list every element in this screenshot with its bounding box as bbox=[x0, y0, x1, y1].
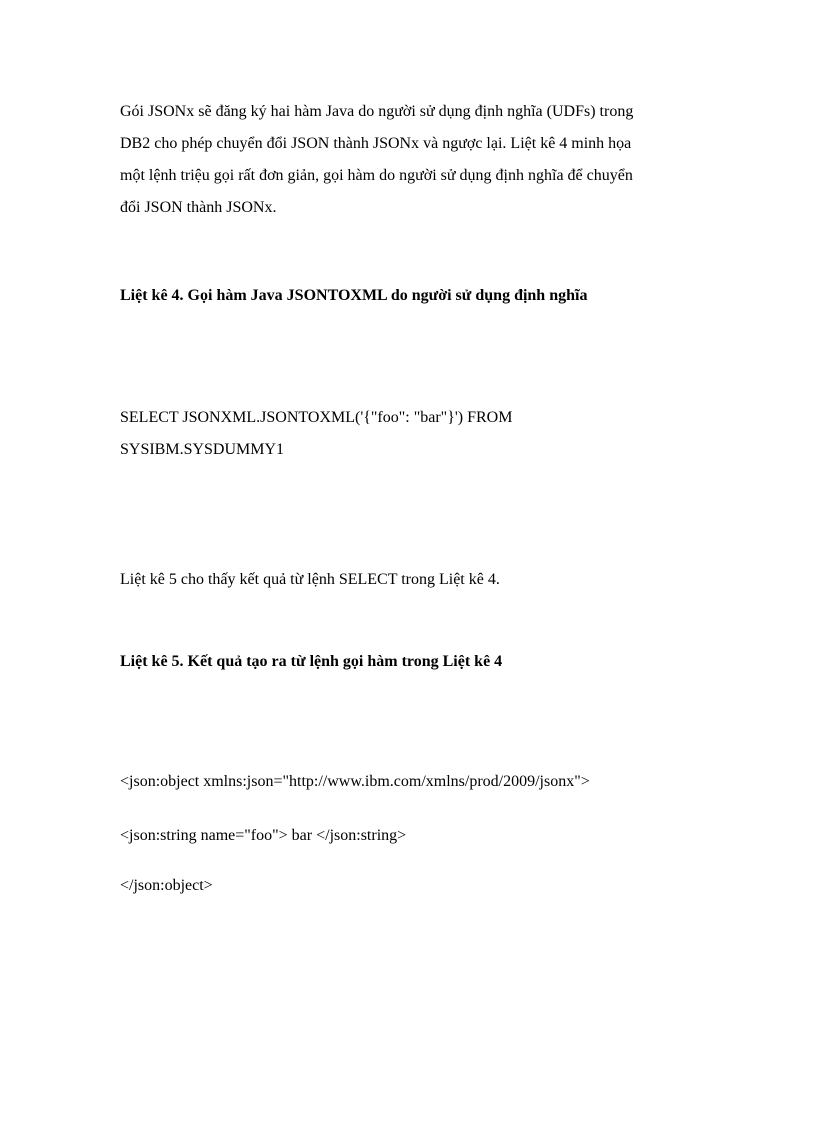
intro-line-4: đổi JSON thành JSONx. bbox=[120, 199, 277, 216]
listing-4-heading: Liệt kê 4. Gọi hàm Java JSONTOXML do người sử dụng định nghĩa bbox=[120, 287, 588, 304]
listing-5-code-line-3: </json:object> bbox=[120, 877, 213, 894]
intro-line-2: DB2 cho phép chuyển đổi JSON thành JSONx và ngược lại. Liệt kê 4 minh họa bbox=[120, 135, 632, 152]
listing-4-code-line-2: SYSIBM.SYSDUMMY1 bbox=[120, 441, 285, 458]
listing-5-code-line-2: <json:string name="foo"> bar </json:string> bbox=[120, 827, 407, 844]
listing-4-code-line-1: SELECT JSONXML.JSONTOXML('{"foo": "bar"}') FROM bbox=[120, 409, 513, 426]
listing-5-code-line-1: <json:object xmlns:json="http://www.ibm.com/xmlns/prod/2009/jsonx"> bbox=[120, 773, 590, 790]
intro-line-3: một lệnh triệu gọi rất đơn giản, gọi hàm do người sử dụng định nghĩa để chuyển bbox=[120, 167, 633, 184]
listing-5-heading: Liệt kê 5. Kết quả tạo ra từ lệnh gọi hàm trong Liệt kê 4 bbox=[120, 653, 503, 670]
intro-line-1: Gói JSONx sẽ đăng ký hai hàm Java do người sử dụng định nghĩa (UDFs) trong bbox=[120, 103, 634, 120]
listing-5-intro: Liệt kê 5 cho thấy kết quả từ lệnh SELECT trong Liệt kê 4. bbox=[120, 571, 500, 588]
